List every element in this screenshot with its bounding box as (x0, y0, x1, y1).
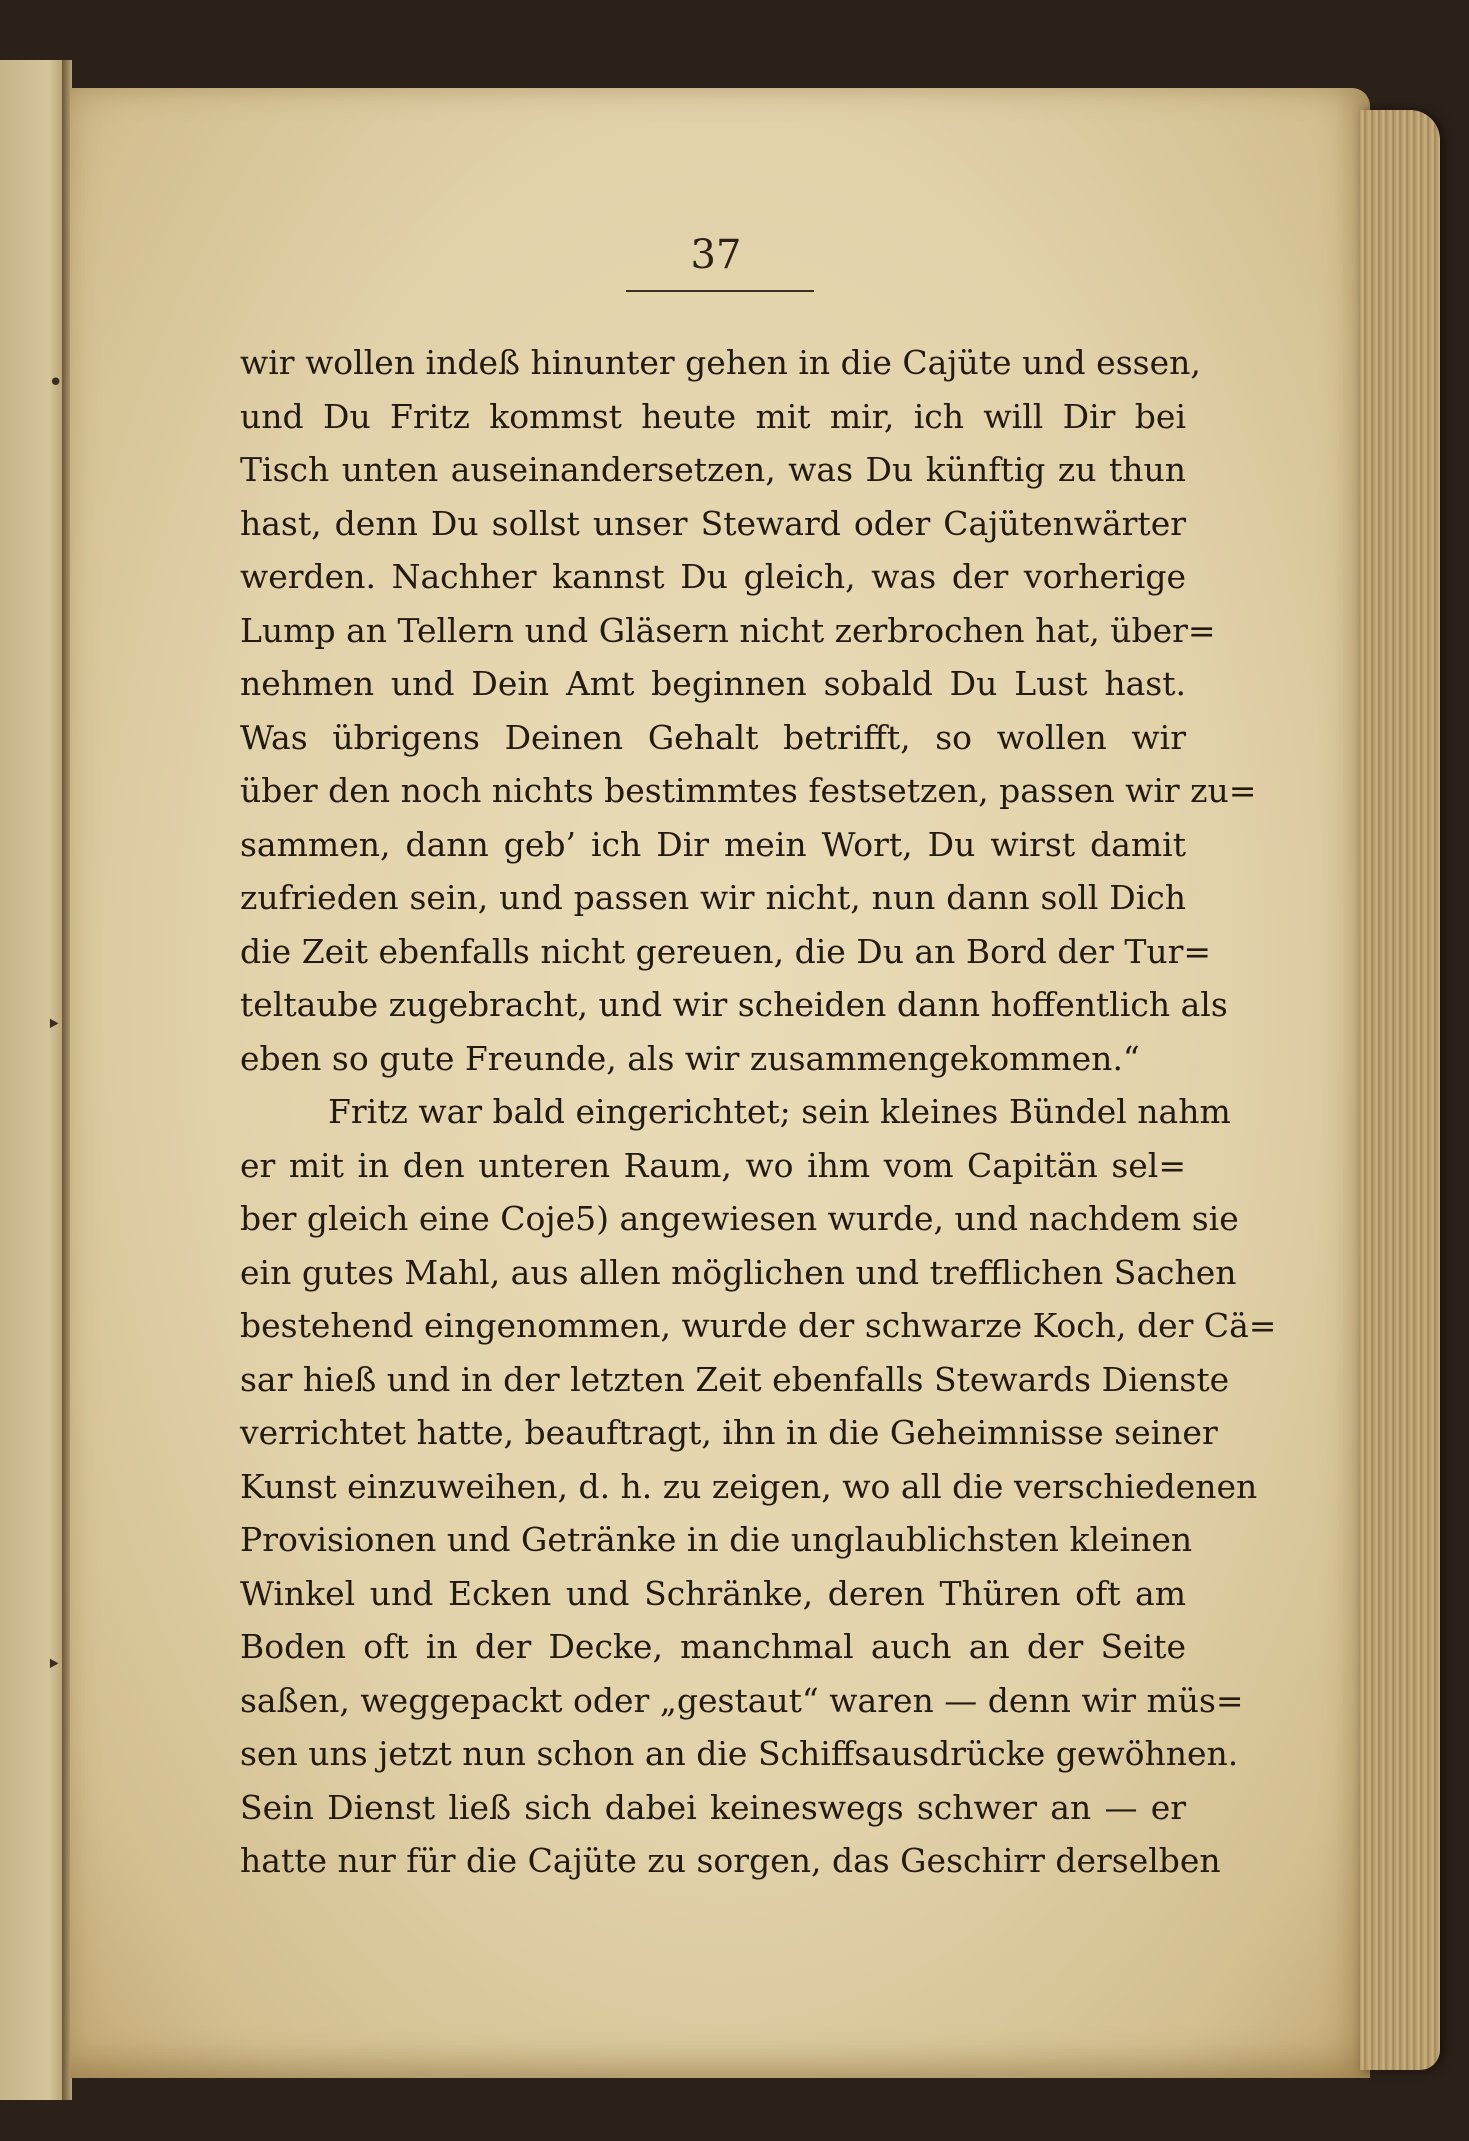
text-line: sen uns jetzt nun schon an die Schiffsausdrücke gewöhnen. (240, 1734, 1239, 1773)
text-line: und Du Fritz kommst heute mit mir, ich will Dir bei (240, 396, 1186, 436)
text-line: Was übrigens Deinen Gehalt betrifft, so wollen wir (240, 717, 1186, 757)
text-line: wir wollen indeß hinunter gehen in die Cajüte und essen, (240, 343, 1201, 382)
margin-mark: ‣ (46, 1650, 62, 1680)
text-line: Tisch unten auseinandersetzen, was Du künftig zu thun (240, 450, 1186, 489)
text-line: Provisionen und Getränke in die unglaublichsten kleinen (240, 1520, 1193, 1559)
text-line: ber gleich eine Coje5) angewiesen wurde, und nachdem sie (240, 1199, 1239, 1238)
text-line: eben so gute Freunde, als wir zusammengekommen.“ (240, 1038, 1140, 1078)
text-line: hast, denn Du sollst unser Steward oder Cajütenwärter (240, 503, 1186, 543)
text-line: Boden oft in der Decke, manchmal auch an der Seite (240, 1627, 1186, 1666)
text-line: er mit in den unteren Raum, wo ihm vom Capitän sel= (240, 1145, 1186, 1185)
text-line: werden. Nachher kannst Du gleich, was der vorherige (240, 557, 1186, 596)
text-line: Winkel und Ecken und Schränke, deren Thüren oft am (240, 1573, 1186, 1613)
margin-mark: ‣ (46, 1010, 62, 1040)
text-line: nehmen und Dein Amt beginnen sobald Du Lust hast. (240, 664, 1186, 703)
text-line: Kunst einzuweihen, d. h. zu zeigen, wo all die verschiedenen (240, 1466, 1258, 1506)
margin-mark: • (48, 368, 64, 398)
text-line: Lump an Tellern und Gläsern nicht zerbrochen hat, über= (240, 610, 1216, 650)
page-number: 37 (690, 232, 742, 278)
text-line: bestehend eingenommen, wurde der schwarze Koch, der Cä= (240, 1306, 1277, 1345)
header-rule (626, 290, 814, 292)
text-line: die Zeit ebenfalls nicht gereuen, die Du an Bord der Tur= (240, 931, 1212, 971)
text-line: hatte nur für die Cajüte zu sorgen, das Geschirr derselben (240, 1841, 1221, 1880)
text-line: sammen, dann geb’ ich Dir mein Wort, Du wirst damit (240, 824, 1186, 864)
text-line: verrichtet hatte, beauftragt, ihn in die Geheimnisse seiner (240, 1413, 1218, 1452)
page-stack-edge (1360, 110, 1440, 2070)
text-line: teltaube zugebracht, und wir scheiden dann hoffentlich als (240, 985, 1228, 1024)
body-text (240, 336, 1277, 1888)
text-line: sar hieß und in der letzten Zeit ebenfalls Stewards Dienste (240, 1359, 1230, 1399)
text-line: saßen, weggepackt oder „gestaut“ waren — denn wir müs= (240, 1680, 1244, 1720)
text-line: über den noch nichts bestimmtes festsetzen, passen wir zu= (240, 771, 1257, 810)
text-line: zufrieden sein, und passen wir nicht, nun dann soll Dich (240, 878, 1186, 917)
text-line: Sein Dienst ließ sich dabei keineswegs schwer an — er (240, 1787, 1186, 1827)
text-line: ein gutes Mahl, aus allen möglichen und trefflichen Sachen (240, 1252, 1237, 1292)
text-line: Fritz war bald eingerichtet; sein kleines Bündel nahm (328, 1092, 1231, 1131)
